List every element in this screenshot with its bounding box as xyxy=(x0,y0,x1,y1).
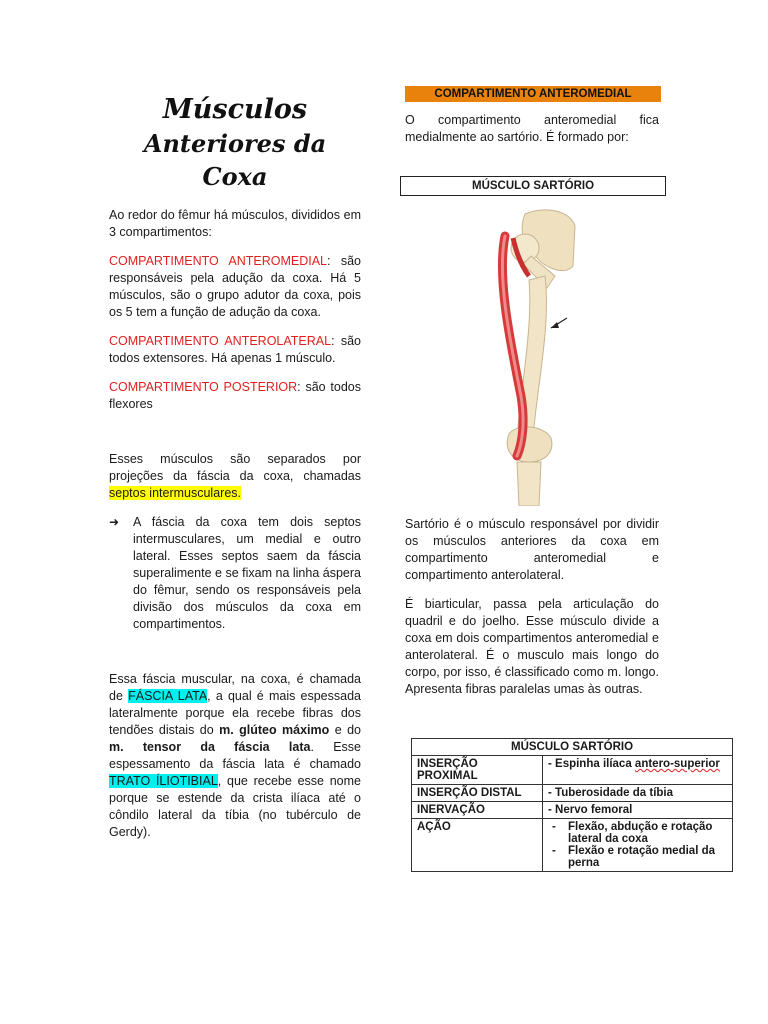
septos-highlight: septos intermusculares. xyxy=(109,486,242,501)
action-list xyxy=(548,821,727,869)
anterolateral-paragraph: COMPARTIMENTO ANTEROLATERAL: são todos extensores. Há apenas 1 músculo. xyxy=(109,334,361,366)
fascia-lata-highlight: FÁSCIA LATA xyxy=(128,689,208,704)
table-row: INERVAÇÃO - Nervo femoral xyxy=(412,802,733,819)
right-column xyxy=(405,86,659,710)
sartorius-illustration xyxy=(405,206,661,506)
fascia-paragraph: Essa fáscia muscular, na coxa, é chamada de FÁSCIA LATA, a qual é mais espessada lateralmente porque ela recebe fibras dos tendões distais do m. glúteo máximo e do m. tensor da fáscia lata. Esse espessamento da fáscia lata é chamado TRATO ÍLIOTIBIAL, que recebe esse nome porque se estende da crista ilíaca até o côndilo lateral da tíbia (no tubérculo de Gerdy). xyxy=(109,672,361,840)
left-column xyxy=(109,92,361,853)
intro-paragraph: Ao redor do fêmur há músculos, divididos em 3 compartimentos: xyxy=(109,208,361,240)
table-row: INSERÇÃO DISTAL - Tuberosidade da tíbia xyxy=(412,785,733,802)
anteromedial-paragraph: COMPARTIMENTO ANTEROMEDIAL: são responsáveis pela adução da coxa. Há 5 músculos, são o grupo adutor da coxa, pois os 5 tem a função de adução da coxa. xyxy=(109,254,361,320)
trato-iliotibial-highlight: TRATO ÍLIOTIBIAL xyxy=(109,774,218,789)
anteromedial-label: COMPARTIMENTO ANTEROMEDIAL xyxy=(109,254,328,269)
section-heading: COMPARTIMENTO ANTEROMEDIAL xyxy=(405,86,661,102)
table-row: INSERÇÃO PROXIMAL - Espinha ilíaca antero-superior xyxy=(412,756,733,785)
list-item: - Flexão e rotação medial da perna xyxy=(564,845,727,869)
septos-paragraph: Esses músculos são separados por projeções da fáscia da coxa, chamadas septos intermusculares. xyxy=(109,452,361,501)
table-row: AÇÃO - Flexão, abdução e rotação lateral da coxa - Flexão e rotação medial da perna xyxy=(412,819,733,872)
title-line-2: Anteriores da Coxa xyxy=(143,129,327,191)
table-header-row xyxy=(412,739,733,756)
posterior-label: COMPARTIMENTO POSTERIOR xyxy=(109,380,298,395)
bullet-item xyxy=(109,514,361,633)
sartorius-table xyxy=(411,738,733,872)
muscle-box-heading: MÚSCULO SARTÓRIO xyxy=(400,176,666,196)
sartorio-paragraph-2: É biarticular, passa pela articulação do quadril e do joelho. Esse músculo divide a coxa em dois compartimentos anteromedial e anterolateral. É o musculo mais longo do corpo, por isso, é classificado como m. longo. Apresenta fibras paralelas umas às outras. xyxy=(405,597,659,696)
table-header: MÚSCULO SARTÓRIO xyxy=(412,739,733,756)
thigh-bone-figure xyxy=(405,206,661,506)
list-item: - Flexão, abdução e rotação lateral da coxa xyxy=(564,821,727,845)
right-arrow-icon: ➜ xyxy=(109,515,120,530)
bullet-text: A fáscia da coxa tem dois septos intermusculares, um medial e outro lateral. Esses septos saem da fáscia superalimente e se fixam na linha áspera do fêmur, sendo os responsáveis pela divisão dos músculos da coxa em compartimentos. xyxy=(133,515,361,632)
posterior-paragraph: COMPARTIMENTO POSTERIOR: são todos flexores xyxy=(109,380,362,412)
anterolateral-label: COMPARTIMENTO ANTEROLATERAL xyxy=(109,334,332,349)
page-title xyxy=(109,92,361,193)
sartorio-paragraph-1: Sartório é o músculo responsável por dividir os músculos anteriores da coxa em compartimento anteromedial e compartimento anterolateral. xyxy=(405,517,659,582)
title-line-1: Músculos xyxy=(162,94,308,125)
right-intro: O compartimento anteromedial fica medialmente ao sartório. É formado por: xyxy=(405,113,659,144)
